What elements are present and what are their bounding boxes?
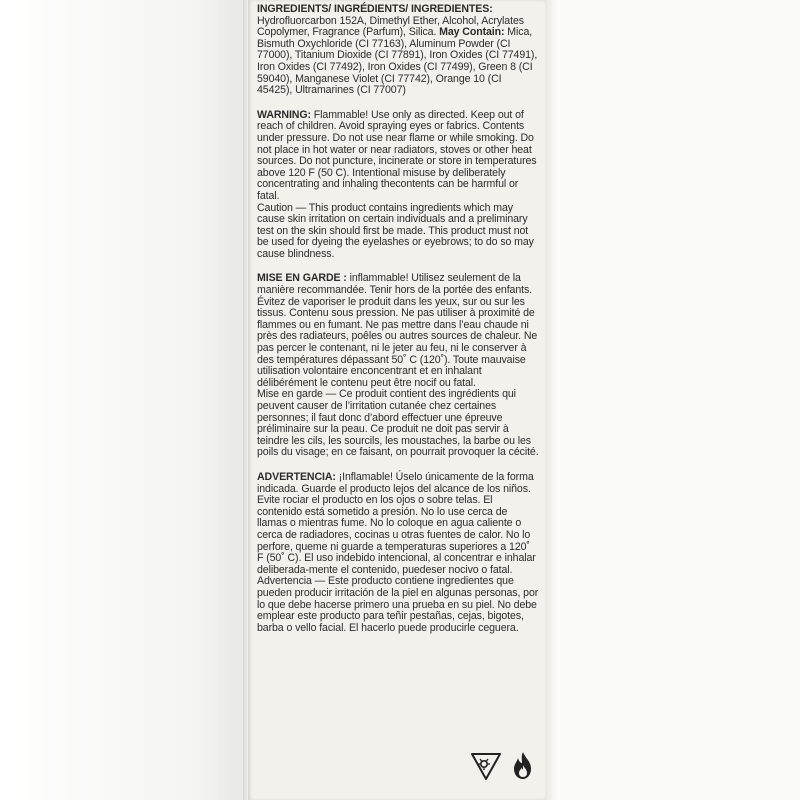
label-text	[257, 4, 539, 647]
ingredients-section	[257, 4, 539, 97]
warning-fr-section	[257, 273, 539, 459]
box-right-edge	[545, 0, 557, 800]
caution-es: Advertencia — Este producto contiene ingredientes que pueden producir irritación de la piel en algunas personas, por lo que debe hacerse primero una prueba en su piel. No debe emplear este producto para teñir pestañas, cejas, bigotes, barba o vello facial. El hacerlo puede producirle ceguera.	[257, 575, 539, 634]
warning-en-section	[257, 110, 539, 261]
may-contain-list: Mica, Bismuth Oxychloride (CI 77163), Aluminum Powder (CI 77000), Titanium Dioxide (CI 77891), Iron Oxides (CI 77491), Iron Oxides (CI 77492), Iron Oxides (CI 77499), Green 8 (CI 59040), Manganese Violet (CI 77742), Orange 10 (CI 45425), Ultramarines (CI 77007)	[257, 26, 538, 97]
hazard-icons	[470, 750, 540, 794]
warning-fr-heading: MISE EN GARDE :	[257, 272, 347, 285]
explosive-hazard-icon	[470, 750, 502, 782]
warning-en-body: Flammable! Use only as directed. Keep out of reach of children. Avoid spraying eyes or fabrics. Contents under pressure. Do not use near flame or while smoking. Do not place in hot water or near radiators, stoves or other heat sources. Do not puncture, incinerate or store in temperatures above 120 F (50 C). Intentional misuse by deliberately concentrating and inhaling thecontents can be harmful or fatal.	[257, 108, 537, 202]
warning-fr-body: inflammable! Utilisez seulement de la manière recommandée. Tenir hors de la portée des enfants. Évitez de vaporiser le produit dans les yeux, sur ou sur les tissus. Contenu sous pression. Ne pas utiliser à proximité de flammes ou en fumant. Ne pas mettre dans l’eau chaude ni près des radiateurs, poêles ou autres sources de chaleur. Ne pas percer le contenant, ni le jeter au feu, ni le conserver à des températures dépassant 50˚ C (120˚). Toute mauvaise utilisation volontaire enconcentrant et en inhalant délibérément le contenu peut être nocif ou fatal.	[257, 272, 538, 389]
warning-en-heading: WARNING:	[257, 108, 311, 121]
warning-es-heading: ADVERTENCIA:	[257, 470, 336, 483]
warning-es-section	[257, 472, 539, 634]
flammable-hazard-icon	[507, 750, 539, 782]
caution-en: Caution — This product contains ingredients which may cause skin irritation on certain individuals and a preliminary test on the skin should first be made. This product must not be used for dyeing the eyelashes or eyebrows; to do so may cause blindness.	[257, 201, 534, 260]
background-left	[0, 0, 250, 800]
may-contain-label: May Contain:	[439, 26, 505, 39]
ingredients-heading: INGREDIENTS/ INGRÉDIENTS/ INGREDIENTES:	[257, 3, 493, 15]
ingredients-list: Hydrofluorcarbon 152A, Dimethyl Ether, Alcohol, Acrylates Copolymer, Fragrance (Parfum), Silica.	[257, 14, 524, 39]
warning-es-body: ¡Inflamable! Úselo únicamente de la forma indicada. Guarde el producto lejos del alcance de los niños. Evite rociar el producto en los ojos o sobre telas. El contenido está sometido a presión. No lo use cerca de llamas o mientras fume. No lo coloque en agua caliente o cerca de radiadores, cocinas u otras fuentes de calor. No lo perfore, queme ni guarde a temperaturas superiores a 120˚ F (50˚ C). El uso indebido intencional, al concentrar e inhalar deliberada-mente el contenido, puedeser nocivo o fatal.	[257, 470, 536, 576]
caution-fr: Mise en garde — Ce produit contient des ingrédients qui peuvent causer de l’irritation cutanée chez certaines personnes; il faut donc d’abord effectuer une épreuve préliminaire sur la peau. Ce produit ne doit pas servir à teindre les cils, les sourcils, les moustaches, la barbe ou les poils du visage; en ce faisant, on pourrait provoquer la cécité.	[257, 388, 539, 459]
